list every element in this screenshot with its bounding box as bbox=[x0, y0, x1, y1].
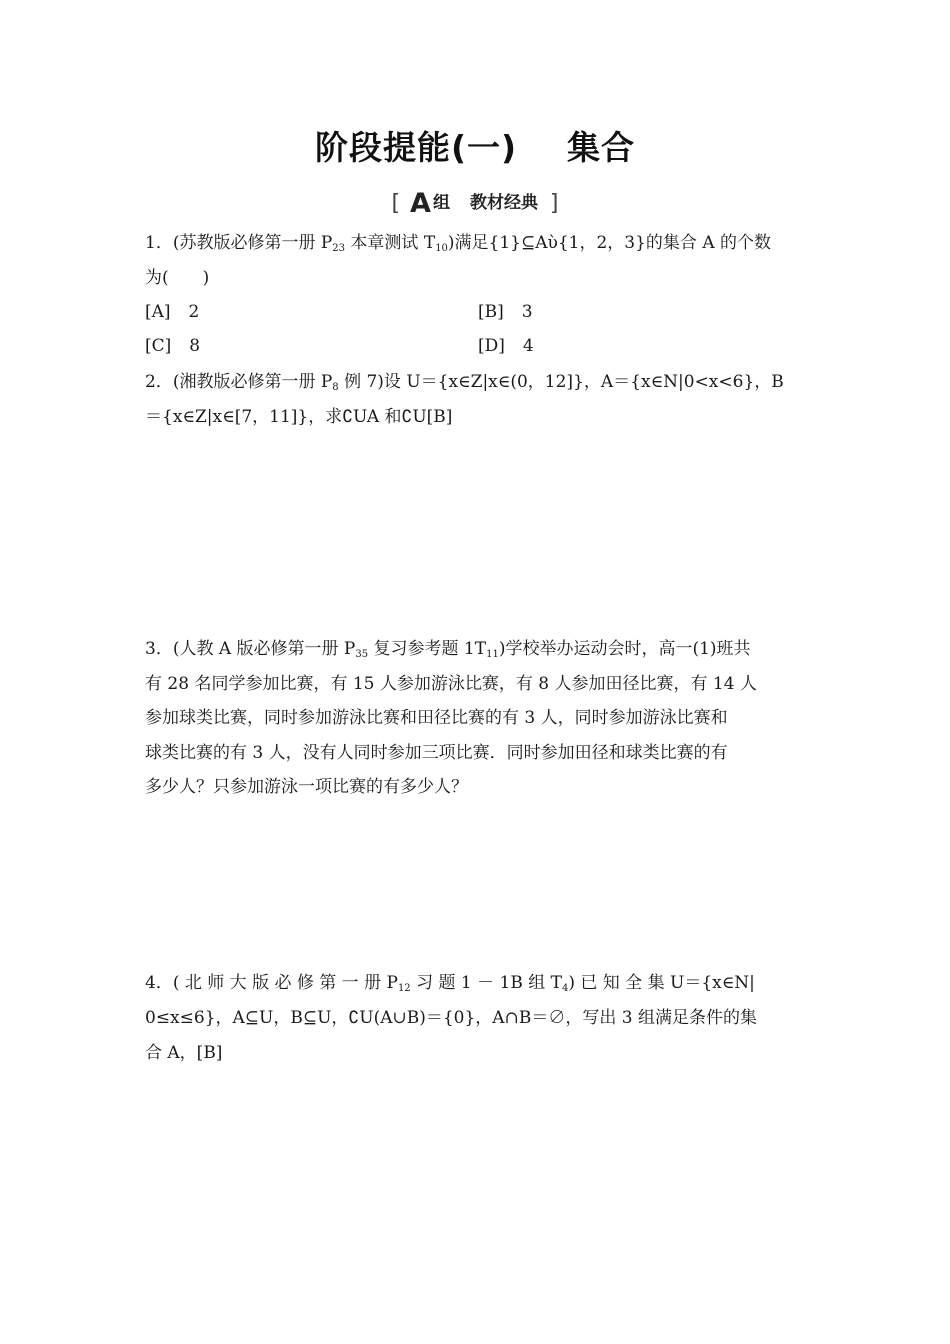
question-3-line-5: 多少人？只参加游泳一项比赛的有多少人？ bbox=[145, 777, 468, 797]
q4-text-a: 4．( 北 师 大 版 必 修 第 一 册 P bbox=[145, 973, 398, 993]
question-1-line-2: 为( ) bbox=[145, 268, 210, 288]
q2-text-a: 2．(湘教版必修第一册 P bbox=[145, 372, 333, 392]
question-2-line-2: ＝{x∈Z|x∈[7，11]}，求∁UA 和∁U[B] bbox=[145, 407, 453, 427]
group-close-bracket: ] bbox=[549, 191, 559, 216]
question-3-line-2: 有 28 名同学参加比赛，有 15 人参加游泳比赛，有 8 人参加田径比赛，有 14 人 bbox=[145, 674, 757, 694]
option-d-value: 4 bbox=[522, 336, 534, 356]
q1-text-b: 本章测试 T bbox=[345, 233, 436, 253]
option-a bbox=[145, 300, 199, 324]
option-c-label: [C] bbox=[145, 336, 172, 356]
group-letter: A bbox=[410, 188, 431, 219]
group-description: 教材经典 bbox=[469, 193, 538, 213]
q1-sub-1: 23 bbox=[332, 243, 346, 254]
option-a-label: [A] bbox=[145, 302, 171, 322]
q3-text-b: 复习参考题 1T bbox=[368, 639, 487, 659]
question-1-line-1 bbox=[145, 231, 807, 255]
option-b-value: 3 bbox=[521, 302, 533, 322]
q4-text-c: ) 已 知 全 集 U＝{x∈N| bbox=[568, 973, 755, 993]
q3-text-a: 3．(人教 A 版必修第一册 P bbox=[145, 639, 356, 659]
group-open-bracket: [ bbox=[391, 191, 401, 216]
q1-sub-2: 10 bbox=[435, 243, 448, 254]
q2-text-b: 例 7)设 U＝{x∈Z|x∈(0，12]}，A＝{x∈N|0<x<6}，B bbox=[338, 372, 784, 392]
q3-sub-2: 11 bbox=[486, 649, 499, 660]
q4-sub-2: 4 bbox=[561, 983, 569, 994]
option-d bbox=[478, 334, 534, 358]
q1-text-c: )满足{1}⊆Aὺ{1，2，3}的集合 A 的个数 bbox=[447, 233, 772, 253]
option-d-label: [D] bbox=[478, 336, 505, 356]
option-a-value: 2 bbox=[188, 302, 200, 322]
q4-text-b: 习 题 1 － 1B 组 T bbox=[410, 973, 562, 993]
question-4-line-1 bbox=[145, 971, 807, 995]
option-b-label: [B] bbox=[478, 302, 504, 322]
q3-text-c: )学校举办运动会时，高一(1)班共 bbox=[498, 639, 751, 659]
question-3-line-4: 球类比赛的有 3 人，没有人同时参加三项比赛．同时参加田径和球类比赛的有 bbox=[145, 743, 728, 763]
q2-sub-1: 8 bbox=[332, 382, 339, 393]
q3-sub-1: 35 bbox=[355, 649, 369, 660]
question-4-line-3: 合 A，[B] bbox=[145, 1043, 223, 1063]
question-3-line-3: 参加球类比赛，同时参加游泳比赛和田径比赛的有 3 人，同时参加游泳比赛和 bbox=[145, 708, 728, 728]
q1-text-a: 1．(苏教版必修第一册 P bbox=[145, 233, 333, 253]
q4-sub-1: 12 bbox=[397, 983, 411, 994]
option-c-value: 8 bbox=[189, 336, 201, 356]
question-4-line-2: 0≤x≤6}，A⊆U，B⊆U，∁U(A∪B)＝{0}，A∩B＝∅，写出 3 组满足条件的集 bbox=[145, 1008, 757, 1028]
option-c bbox=[145, 334, 200, 358]
page-title: 阶段提能(一) 集合 bbox=[314, 128, 636, 167]
option-b bbox=[478, 300, 533, 324]
question-3-line-1 bbox=[145, 637, 807, 661]
group-header bbox=[0, 188, 950, 219]
group-name: 组 bbox=[432, 193, 450, 213]
question-2-line-1 bbox=[145, 370, 807, 394]
